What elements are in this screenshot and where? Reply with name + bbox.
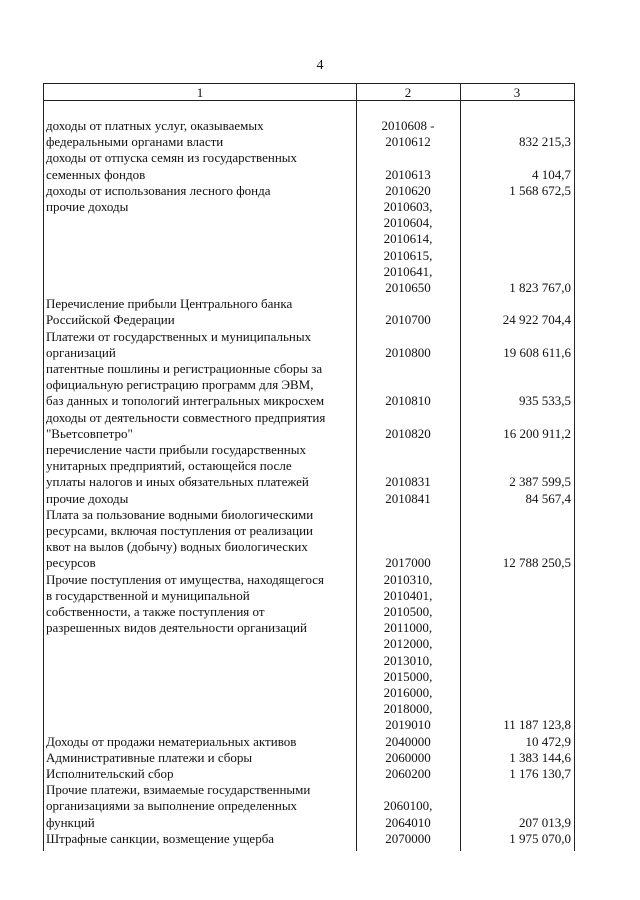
row-name-line: Российской Федерации	[46, 312, 175, 328]
row-name	[46, 150, 352, 182]
row-code-line: 2010608 -	[381, 118, 435, 133]
row-code	[357, 118, 459, 150]
row-code-line: 2070000	[385, 830, 431, 846]
header-col-3: 3	[513, 85, 521, 100]
row-name	[46, 572, 352, 637]
row-name	[46, 734, 352, 750]
row-name-line: Доходы от продажи нематериальных активов	[46, 733, 297, 749]
row-name	[46, 766, 352, 782]
row-name-line: прочие доходы	[46, 490, 129, 506]
row-code-line: 2010612	[385, 134, 431, 150]
row-code-line: 2010831	[385, 474, 431, 490]
row-value: 19 608 611,6	[503, 344, 571, 360]
row-name	[46, 199, 352, 215]
row-code-line: 2010841	[385, 490, 431, 506]
row-code	[357, 572, 459, 734]
row-code-line: 2010641,	[383, 263, 433, 279]
row-code	[357, 750, 459, 766]
row-code	[357, 831, 459, 847]
row-code	[357, 491, 459, 507]
row-name-line: организаций	[46, 344, 116, 360]
budget-table	[43, 83, 575, 851]
row-name-line: федеральными органами власти	[46, 134, 224, 150]
row-code-line: 2012000,	[383, 636, 433, 652]
row-value: 1 568 672,5	[509, 182, 571, 198]
row-code-line: 2018000,	[383, 701, 433, 717]
row-value: 1 383 144,6	[509, 749, 571, 765]
row-value: 935 533,5	[519, 393, 571, 409]
row-code-line: 2010615,	[383, 247, 433, 263]
row-code	[357, 426, 459, 442]
row-name-line: семенных фондов	[46, 166, 146, 182]
row-code	[357, 183, 459, 199]
row-name	[46, 296, 352, 328]
row-value: 832 215,3	[519, 134, 571, 150]
row-code-line: 2010614,	[383, 231, 433, 247]
row-name	[46, 831, 352, 847]
row-name	[46, 442, 352, 491]
row-code-line: 2010401,	[383, 587, 433, 603]
row-code-line: 2060100,	[383, 798, 433, 814]
row-name-line: Прочие поступления от имущества, находящегося	[46, 571, 325, 587]
row-code	[357, 474, 459, 490]
row-code-line: 2010700	[385, 312, 431, 328]
row-name-line: ресурсов	[46, 555, 96, 571]
page-number: 4	[316, 58, 324, 73]
header-col-1: 1	[196, 85, 204, 100]
row-code-line: 2015000,	[383, 668, 433, 684]
row-name-line: Штрафные санкции, возмещение ущерба	[46, 830, 275, 846]
row-code-line: 2010820	[385, 425, 431, 441]
row-code	[357, 393, 459, 409]
row-name-line: квот на вылов (добычу) водных биологических	[46, 539, 308, 555]
row-code-line: 2010603,	[383, 199, 433, 214]
row-name	[46, 361, 352, 410]
row-code-line: 2017000	[385, 555, 431, 571]
row-code-line: 2060200	[385, 766, 431, 781]
row-name-line: уплаты налогов и иных обязательных платежей	[46, 474, 309, 490]
row-name-line: функций	[46, 814, 95, 830]
row-name	[46, 507, 352, 572]
row-code-line: 2016000,	[383, 684, 433, 700]
row-value: 11 187 123,8	[503, 717, 571, 733]
row-code-line: 2011000,	[383, 620, 433, 636]
row-code	[357, 766, 459, 782]
row-name-line: Перечисление прибыли Центрального банка	[46, 296, 293, 312]
row-name	[46, 118, 352, 150]
row-name-line: патентные пошлины и регистрационные сборы за	[46, 361, 323, 376]
row-value: 1 823 767,0	[509, 280, 571, 295]
row-name	[46, 183, 352, 199]
row-name	[46, 491, 352, 507]
row-code-line: 2010810	[385, 393, 431, 409]
row-code-line: 2010620	[385, 182, 431, 198]
row-value: 207 013,9	[519, 814, 571, 830]
row-code	[357, 555, 459, 571]
row-name-line: организациями за выполнение определенных	[46, 798, 298, 814]
row-name-line: в государственной и муниципальной	[46, 587, 250, 603]
row-name-line: перечисление части прибыли государственных	[46, 442, 306, 457]
row-code	[357, 798, 459, 830]
row-value: 4 104,7	[532, 166, 571, 182]
row-name-line: доходы от отпуска семян из государственных	[46, 150, 298, 166]
row-code-line: 2010800	[385, 344, 431, 360]
row-name-line: доходы от использования лесного фонда	[46, 182, 271, 198]
row-name	[46, 329, 352, 361]
row-code-line: 2060000	[385, 749, 431, 765]
row-name-line: Платежи от государственных и муниципальных	[46, 328, 312, 344]
row-name-line: доходы от деятельности совместного предприятия	[46, 409, 326, 425]
row-name-line: доходы от платных услуг, оказываемых	[46, 118, 264, 133]
row-name	[46, 782, 352, 831]
table-header	[44, 83, 574, 101]
row-code-line: 2013010,	[383, 652, 433, 668]
row-name-line: ресурсами, включая поступления от реализации	[46, 522, 313, 538]
row-name	[46, 750, 352, 766]
row-code	[357, 167, 459, 183]
row-name-line: "Вьетсовпетро"	[46, 425, 133, 441]
row-code-line: 2010604,	[383, 215, 433, 231]
row-code-line: 2010613	[385, 166, 431, 182]
row-value: 2 387 599,5	[509, 474, 571, 490]
row-value: 10 472,9	[525, 733, 571, 749]
row-code-line: 2010500,	[383, 603, 433, 619]
row-code	[357, 199, 459, 296]
row-name	[46, 410, 352, 442]
row-code-line: 2019010	[385, 717, 431, 733]
row-value: 24 922 704,4	[502, 312, 571, 328]
row-name-line: официальную регистрацию программ для ЭВМ,	[46, 377, 314, 393]
row-value: 12 788 250,5	[502, 555, 571, 571]
row-name-line: баз данных и топологий интегральных микросхем	[46, 393, 325, 409]
row-code-line: 2010310,	[383, 571, 433, 587]
row-code-line: 2064010	[385, 814, 431, 830]
row-name-line: собственности, а также поступления от	[46, 603, 265, 619]
row-code	[357, 345, 459, 361]
row-value: 16 200 911,2	[503, 425, 571, 441]
row-code-line: 2040000	[385, 733, 431, 749]
row-code-line: 2010650	[385, 279, 431, 295]
row-name-line: Прочие платежи, взимаемые государственными	[46, 782, 311, 798]
row-name-line: Административные платежи и сборы	[46, 749, 253, 765]
row-name-line: унитарных предприятий, остающейся после	[46, 458, 292, 474]
header-col-2: 2	[404, 85, 412, 100]
row-code	[357, 312, 459, 328]
row-value: 84 567,4	[525, 490, 571, 506]
row-name-line: Плата за пользование водными биологическими	[46, 506, 314, 522]
row-name-line: Исполнительский сбор	[46, 766, 174, 781]
row-value: 1 176 130,7	[509, 766, 571, 781]
row-value: 1 975 070,0	[509, 830, 571, 846]
row-code	[357, 734, 459, 750]
row-name-line: прочие доходы	[46, 199, 129, 214]
row-name-line: разрешенных видов деятельности организаций	[46, 620, 307, 636]
